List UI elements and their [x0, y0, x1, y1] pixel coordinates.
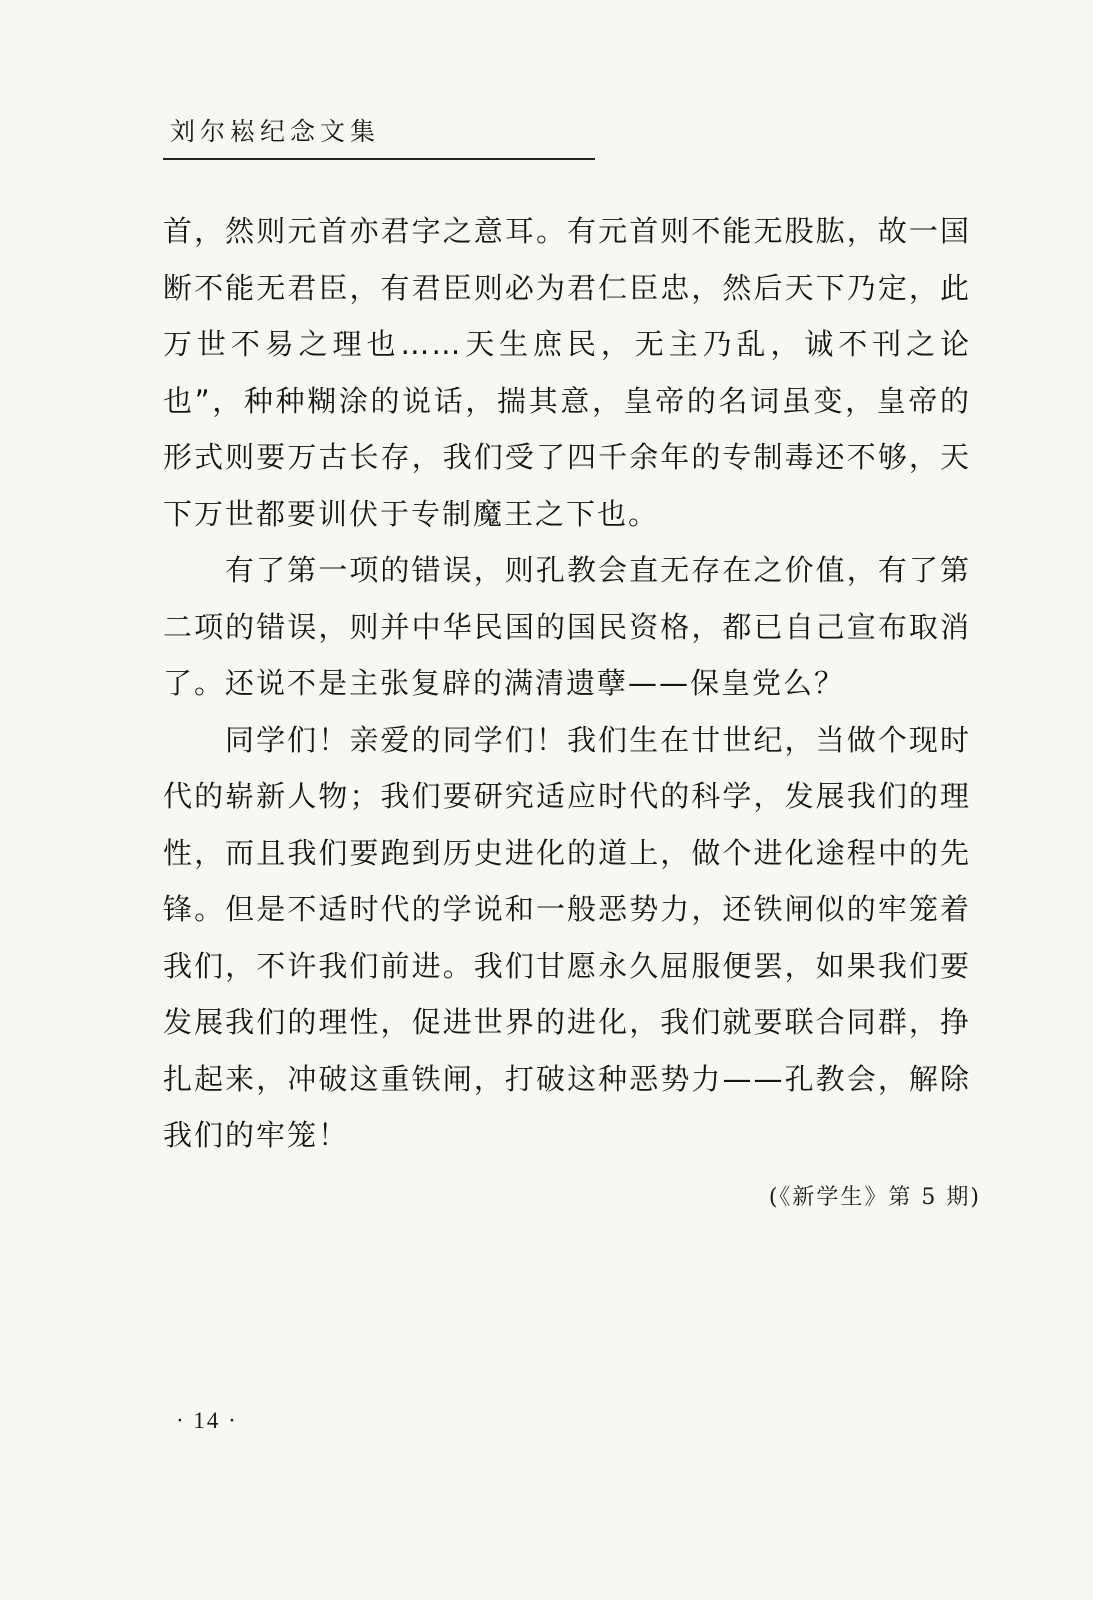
paragraph-continuation: 首，然则元首亦君字之意耳。有元首则不能无股肱，故一国断不能无君臣，有君臣则必为君仁臣忠，然后天下乃定，此万世不易之理也……天生庶民，无主乃乱，诚不刊之论也”，种种糊涂的说话，揣其意，皇帝的名词虽变，皇帝的形式则要万古长存，我们受了四千余年的专制毒还不够，天下万世都要训伏于专制魔王之下也。 — [163, 214, 971, 531]
body-text — [163, 203, 971, 1164]
paragraph: 同学们！亲爱的同学们！我们生在廿世纪，当做个现时代的崭新人物；我们要研究适应时代的科学，发展我们的理性，而且我们要跑到历史进化的道上，做个进化途程中的先锋。但是不适时代的学说和一般恶势力，还铁闸似的牢笼着我们，不许我们前进。我们甘愿永久屈服便罢，如果我们要发展我们的理性，促进世界的进化，我们就要联合同群，挣扎起来，冲破这重铁闸，打破这种恶势力——孔教会，解除我们的牢笼！ — [163, 722, 971, 1152]
source-citation: (《新学生》第 5 期) — [768, 1185, 981, 1210]
page-number: · 14 · — [176, 1408, 238, 1433]
paragraph: 有了第一项的错误，则孔教会直无存在之价值，有了第二项的错误，则并中华民国的国民资格，都已自己宣布取消了。还说不是主张复辟的满清遗孽——保皇党么？ — [163, 553, 971, 700]
header-divider — [163, 158, 595, 160]
running-header-title: 刘尔崧纪念文集 — [170, 117, 381, 146]
